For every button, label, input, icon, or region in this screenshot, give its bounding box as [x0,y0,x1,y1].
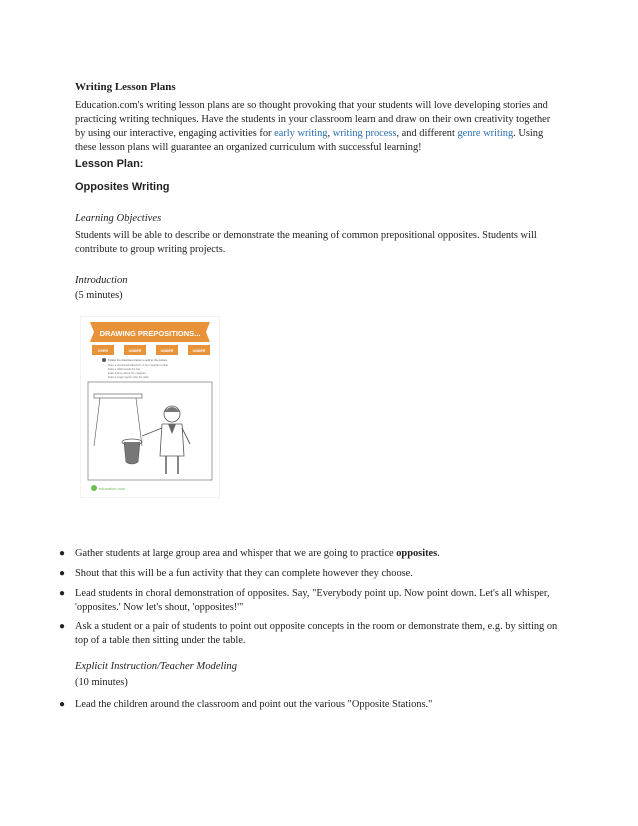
worksheet-line: Draw a magic wand under the table. [108,376,150,379]
writing-process-link[interactable]: writing process [332,128,397,139]
intro-separator: , and different [396,128,458,139]
bullet-icon: ● [59,548,66,559]
list-item: ● Lead students in choral demonstration of opposites. Say, "Everybody point up. Now point down. Let's all whisper, 'opposites.' Now let's shout, 'opposites!'" [59,588,550,613]
worksheet-line: Draw a dove above the magician. [108,372,147,375]
worksheet-instruction: Follow the directions below to add to the picture. [108,358,168,362]
worksheet-flag: UNDER [128,349,142,353]
worksheet-flag: UNDER [160,349,174,353]
lesson-title: Opposites Writing [75,181,170,193]
introduction-heading: Introduction [75,275,128,286]
bullet-icon: ● [59,621,66,632]
explicit-instruction-heading: Explicit Instruction/Teacher Modeling [75,661,238,672]
worksheet-line: Draw a checkered tablecloth on the magician's table. [108,364,169,367]
bullet-icon: ● [59,699,66,710]
genre-writing-link[interactable]: genre writing [457,128,514,139]
bullet-icon: ● [59,588,66,599]
worksheet-flag: UNDER [192,349,206,353]
worksheet-logo: education.com [99,486,126,491]
list-item: ● Gather students at large group area and whisper that we are going to practice opposites. [59,548,440,559]
introduction-duration: (5 minutes) [75,290,123,301]
list-item: ● Ask a student or a pair of students to point out opposite concepts in the room or demonstrate them, e.g. by sitting on top of a table then sitting under the table. [59,621,558,646]
worksheet-flag: OVER [97,349,109,353]
worksheet-banner-text: DRAWING PREPOSITIONS... [99,329,201,338]
intro-text-before: Education.com's writing lesson plans are so thought provoking that your students will love developing stories and practicing writing techniques. Have the students in your classroom learn and draw on their own creativity together by using our interactive, engaging activities for [75,100,551,139]
list-item: ● Shout that this will be a fun activity that they can complete however they choose. [59,568,413,579]
explicit-instruction-duration: (10 minutes) [75,677,128,688]
list-item: ● Lead the children around the classroom and point out the various "Opposite Stations." [59,699,433,710]
intro-separator: , [327,128,333,139]
lesson-plan-label: Lesson Plan: [75,158,144,170]
intro-paragraph [75,99,560,155]
intro-text-after: . Using these lesson plans will guarantee an organized curriculum with successful learning! [75,128,544,153]
objectives-text: Students will be able to describe or demonstrate the meaning of common prepositional opposites. Students will contribute to group writing projects. [75,230,537,255]
bullet-icon: ● [59,568,66,579]
worksheet-line: Draw a rabbit inside the hat. [108,368,141,371]
page-heading: Writing Lesson Plans [75,81,176,93]
objectives-heading: Learning Objectives [75,213,162,224]
early-writing-link[interactable]: early writing [274,128,328,139]
drawing-prepositions-worksheet [80,316,220,498]
